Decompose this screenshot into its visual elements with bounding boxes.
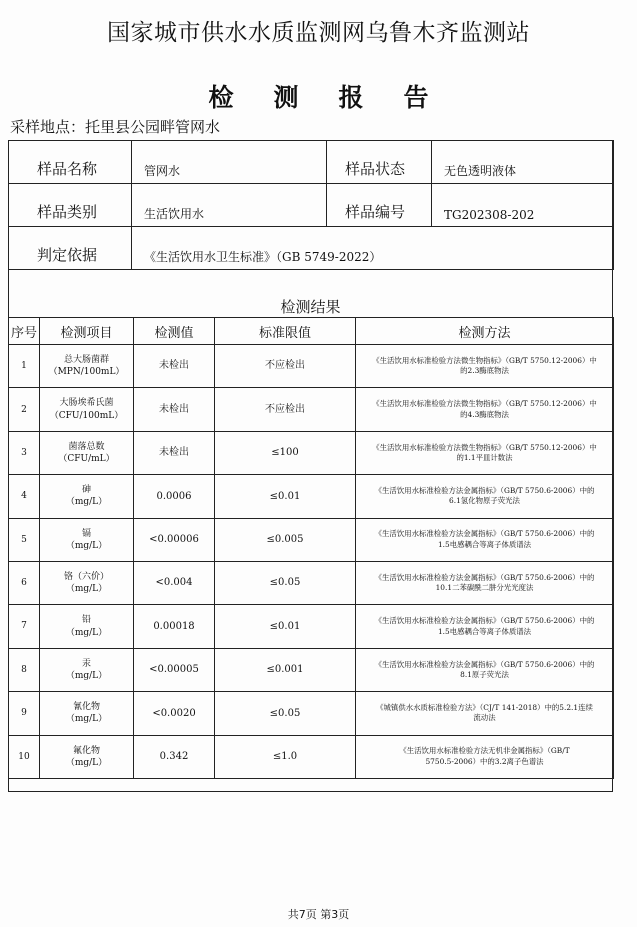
results-header-row <box>9 318 614 345</box>
standard-limit: ≤0.005 <box>215 518 356 561</box>
table-row <box>9 648 614 691</box>
table-row <box>9 475 614 518</box>
test-item <box>40 692 134 735</box>
measured-value: <0.00006 <box>134 518 215 561</box>
standard-limit: ≤100 <box>215 431 356 474</box>
standard-limit: ≤0.01 <box>215 605 356 648</box>
test-method <box>356 735 614 778</box>
method-line-1: 《生活饮用水标准检验方法微生物指标》（GB/T 5750.12-2006）中 <box>372 399 597 409</box>
row-number: 9 <box>9 692 40 735</box>
sample-info-table <box>8 140 614 270</box>
item-name: 大肠埃希氏菌 <box>59 398 114 409</box>
method-line-2: 5750.5-2006）中的3.2离子色谱法 <box>425 756 544 766</box>
method-line-2: 的2.3酶底物法 <box>460 366 509 376</box>
header-limit: 标准限值 <box>215 318 356 345</box>
item-name: 铬（六价） <box>63 572 109 582</box>
measured-value: <0.0020 <box>134 692 215 735</box>
item-unit: （mg/L） <box>65 627 108 638</box>
item-unit: （mg/L） <box>65 497 108 508</box>
method-line-1: 《生活饮用水标准检验方法金属指标》（GB/T 5750.6-2006）中的 <box>374 486 595 495</box>
table-row <box>9 518 614 561</box>
item-unit: （mg/L） <box>65 670 108 681</box>
sample-no-value: TG202308-202 <box>432 184 614 227</box>
results-body <box>9 345 614 779</box>
row-number: 7 <box>9 605 40 648</box>
row-number: 5 <box>9 518 40 561</box>
table-row <box>9 345 614 388</box>
row-number: 8 <box>9 648 40 691</box>
row-number: 10 <box>9 735 40 778</box>
test-method <box>356 388 614 431</box>
method-line-2: 流动法 <box>473 713 496 723</box>
test-item <box>40 388 134 431</box>
sample-state-label: 样品状态 <box>327 141 432 184</box>
header-method: 检测方法 <box>356 318 614 345</box>
method-line-2: 的4.3酶底物法 <box>460 409 509 419</box>
sample-no-label: 样品编号 <box>327 184 432 227</box>
standard-limit: 不应检出 <box>215 388 356 431</box>
table-row <box>9 431 614 474</box>
method-line-1: 《生活饮用水标准检验方法金属指标》（GB/T 5750.6-2006）中的 <box>374 659 595 669</box>
item-name: 菌落总数 <box>68 441 105 452</box>
method-line-1: 《生活饮用水标准检验方法微生物指标》（GB/T 5750.12-2006）中 <box>372 355 597 365</box>
item-unit: （mg/L） <box>65 714 108 725</box>
test-item <box>40 561 134 604</box>
header-value: 检测值 <box>134 318 215 345</box>
test-method <box>356 692 614 735</box>
table-row <box>9 735 614 778</box>
test-method <box>356 518 614 561</box>
item-unit: （CFU/mL） <box>58 453 115 464</box>
item-name: 氰化物 <box>72 702 100 713</box>
measured-value: 未检出 <box>134 388 215 431</box>
item-unit: （MPN/100mL） <box>48 367 125 378</box>
test-item <box>40 431 134 474</box>
standard-limit: 不应检出 <box>215 345 356 388</box>
table-row <box>9 692 614 735</box>
results-title: 检测结果 <box>280 298 341 316</box>
header-no: 序号 <box>9 318 40 345</box>
row-number: 4 <box>9 475 40 518</box>
test-item <box>40 648 134 691</box>
table-row <box>9 561 614 604</box>
sample-state-value: 无色透明液体 <box>432 141 614 184</box>
method-line-2: 10.1二苯碳酰二肼分光光度法 <box>435 583 534 593</box>
item-name: 汞 <box>81 658 91 669</box>
test-method <box>356 648 614 691</box>
row-number: 6 <box>9 561 40 604</box>
method-line-1: 《生活饮用水标准检验方法金属指标》（GB/T 5750.6-2006）中的 <box>374 616 595 626</box>
standard-limit: ≤0.05 <box>215 561 356 604</box>
measured-value: 0.342 <box>134 735 215 778</box>
page-footer: 共7页 第3页 <box>287 908 350 921</box>
method-line-2: 6.1氢化物原子荧光法 <box>449 496 520 506</box>
item-name: 总大肠菌群 <box>63 355 109 366</box>
method-line-1: 《生活饮用水标准检验方法无机非金属指标》（GB/T <box>399 746 570 756</box>
method-line-1: 《生活饮用水标准检验方法微生物指标》（GB/T 5750.12-2006）中 <box>372 442 597 452</box>
test-item <box>40 518 134 561</box>
test-method <box>356 475 614 518</box>
row-number: 3 <box>9 431 40 474</box>
info-row-name <box>9 141 614 184</box>
results-table <box>8 317 614 779</box>
sampling-site: 采样地点：托里县公园畔管网水 <box>10 118 221 136</box>
standard-limit: ≤1.0 <box>215 735 356 778</box>
sample-type-value: 生活饮用水 <box>132 184 327 227</box>
measured-value: 未检出 <box>134 345 215 388</box>
standard-limit: ≤0.01 <box>215 475 356 518</box>
sample-type-label: 样品类别 <box>9 184 132 227</box>
measured-value: 未检出 <box>134 431 215 474</box>
row-number: 2 <box>9 388 40 431</box>
table-row <box>9 605 614 648</box>
measured-value: <0.00005 <box>134 648 215 691</box>
report-title: 检测报告 <box>208 83 469 112</box>
item-name: 砷 <box>81 485 91 496</box>
header-item: 检测项目 <box>40 318 134 345</box>
item-unit: （mg/L） <box>65 757 108 768</box>
measured-value: 0.00018 <box>134 605 215 648</box>
test-item <box>40 475 134 518</box>
method-line-2: 8.1原子荧光法 <box>460 669 509 679</box>
sample-name-value: 管网水 <box>132 141 327 184</box>
item-unit: （mg/L） <box>65 584 108 595</box>
info-row-type <box>9 184 614 227</box>
basis-label: 判定依据 <box>9 227 132 270</box>
test-method <box>356 431 614 474</box>
sample-name-label: 样品名称 <box>9 141 132 184</box>
info-row-basis <box>9 227 614 270</box>
basis-value: 《生活饮用水卫生标准》（GB 5749-2022） <box>132 227 614 270</box>
standard-limit: ≤0.05 <box>215 692 356 735</box>
org-title: 国家城市供水水质监测网乌鲁木齐监测站 <box>107 20 530 46</box>
test-method <box>356 605 614 648</box>
measured-value: 0.0006 <box>134 475 215 518</box>
method-line-1: 《生活饮用水标准检验方法金属指标》（GB/T 5750.6-2006）中的 <box>374 572 595 582</box>
method-line-1: 《生活饮用水标准检验方法金属指标》（GB/T 5750.6-2006）中的 <box>374 529 595 539</box>
test-item <box>40 605 134 648</box>
item-name: 铅 <box>81 615 91 626</box>
test-method <box>356 345 614 388</box>
item-unit: （CFU/100mL） <box>49 410 124 421</box>
method-line-2: 1.5电感耦合等离子体质谱法 <box>437 539 532 549</box>
method-line-2: 1.5电感耦合等离子体质谱法 <box>437 626 532 636</box>
item-unit: （mg/L） <box>65 540 108 551</box>
method-line-2: 的1.1平皿计数法 <box>456 452 513 462</box>
table-row <box>9 388 614 431</box>
item-name: 氟化物 <box>72 745 100 756</box>
item-name: 镉 <box>81 528 91 539</box>
method-line-1: 《城镇供水水质标准检验方法》（CJ/T 141-2018）中的5.2.1连续 <box>376 702 593 712</box>
measured-value: <0.004 <box>134 561 215 604</box>
row-number: 1 <box>9 345 40 388</box>
test-item <box>40 735 134 778</box>
test-method <box>356 561 614 604</box>
test-item <box>40 345 134 388</box>
standard-limit: ≤0.001 <box>215 648 356 691</box>
